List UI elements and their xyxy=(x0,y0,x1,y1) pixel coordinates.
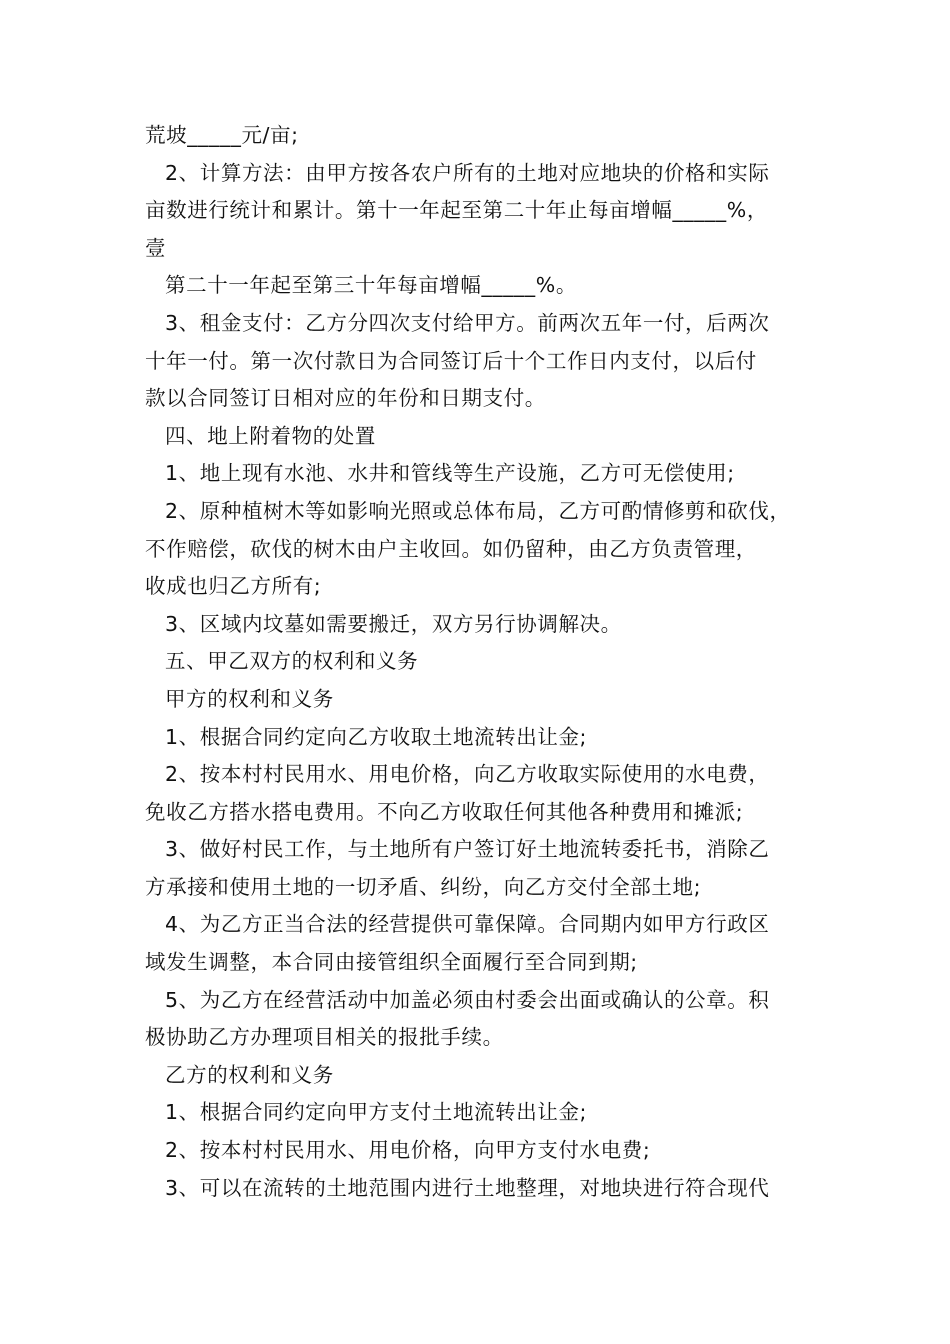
text-line: 不作赔偿，砍伐的树木由户主收回。如仍留种，由乙方负责管理， xyxy=(145,536,757,561)
text-line: 荒坡_____元/亩; xyxy=(145,123,299,147)
text-line: 四、地上附着物的处置 xyxy=(165,423,376,448)
text-line: 收成也归乙方所有; xyxy=(145,574,322,599)
text-line: 甲方的权利和义务 xyxy=(165,686,334,711)
text-line: 2、计算方法：由甲方按各农户所有的土地对应地块的价格和实际 xyxy=(165,160,770,185)
text-line: 免收乙方搭水搭电费用。不向乙方收取任何其他各种费用和摊派; xyxy=(145,799,744,824)
text-line: 五、甲乙双方的权利和义务 xyxy=(165,649,419,674)
text-line: 1、地上现有水池、水井和管线等生产设施，乙方可无偿使用; xyxy=(165,461,735,486)
document-page xyxy=(145,117,825,1207)
text-line: 方承接和使用土地的一切矛盾、纠纷，向乙方交付全部土地; xyxy=(145,874,702,899)
text-line: 3、租金支付：乙方分四次支付给甲方。前两次五年一付，后两次 xyxy=(165,310,770,335)
text-line: 3、做好村民工作，与土地所有户签订好土地流转委托书，消除乙 xyxy=(165,837,770,862)
text-line: 极协助乙方办理项目相关的报批手续。 xyxy=(145,1025,504,1050)
text-line: 款以合同签订日相对应的年份和日期支付。 xyxy=(145,386,546,411)
text-line: 5、为乙方在经营活动中加盖必须由村委会出面或确认的公章。积 xyxy=(165,987,770,1012)
text-line: 亩数进行统计和累计。第十一年起至第二十年止每亩增幅_____%， xyxy=(145,198,768,223)
text-line: 4、为乙方正当合法的经营提供可靠保障。合同期内如甲方行政区 xyxy=(165,912,770,937)
text-line: 3、可以在流转的土地范围内进行土地整理，对地块进行符合现代 xyxy=(165,1175,770,1200)
text-line: 壹 xyxy=(145,235,167,260)
text-line: 1、根据合同约定向乙方收取土地流转出让金; xyxy=(165,724,588,749)
text-line: 十年一付。第一次付款日为合同签订后十个工作日内支付，以后付 xyxy=(145,348,757,373)
text-line: 第二十一年起至第三十年每亩增幅_____%。 xyxy=(165,273,577,298)
text-line: 1、根据合同约定向甲方支付土地流转出让金; xyxy=(165,1100,588,1125)
text-line: 2、按本村村民用水、用电价格，向乙方收取实际使用的水电费， xyxy=(165,762,770,787)
text-line: 域发生调整，本合同由接管组织全面履行至合同到期; xyxy=(145,950,638,975)
text-line: 2、按本村村民用水、用电价格，向甲方支付水电费; xyxy=(165,1138,651,1163)
text-line: 2、原种植树木等如影响光照或总体布局，乙方可酌情修剪和砍伐， xyxy=(165,498,791,523)
text-line: 乙方的权利和义务 xyxy=(165,1062,334,1087)
text-line: 3、区域内坟墓如需要搬迁，双方另行协调解决。 xyxy=(165,611,622,636)
